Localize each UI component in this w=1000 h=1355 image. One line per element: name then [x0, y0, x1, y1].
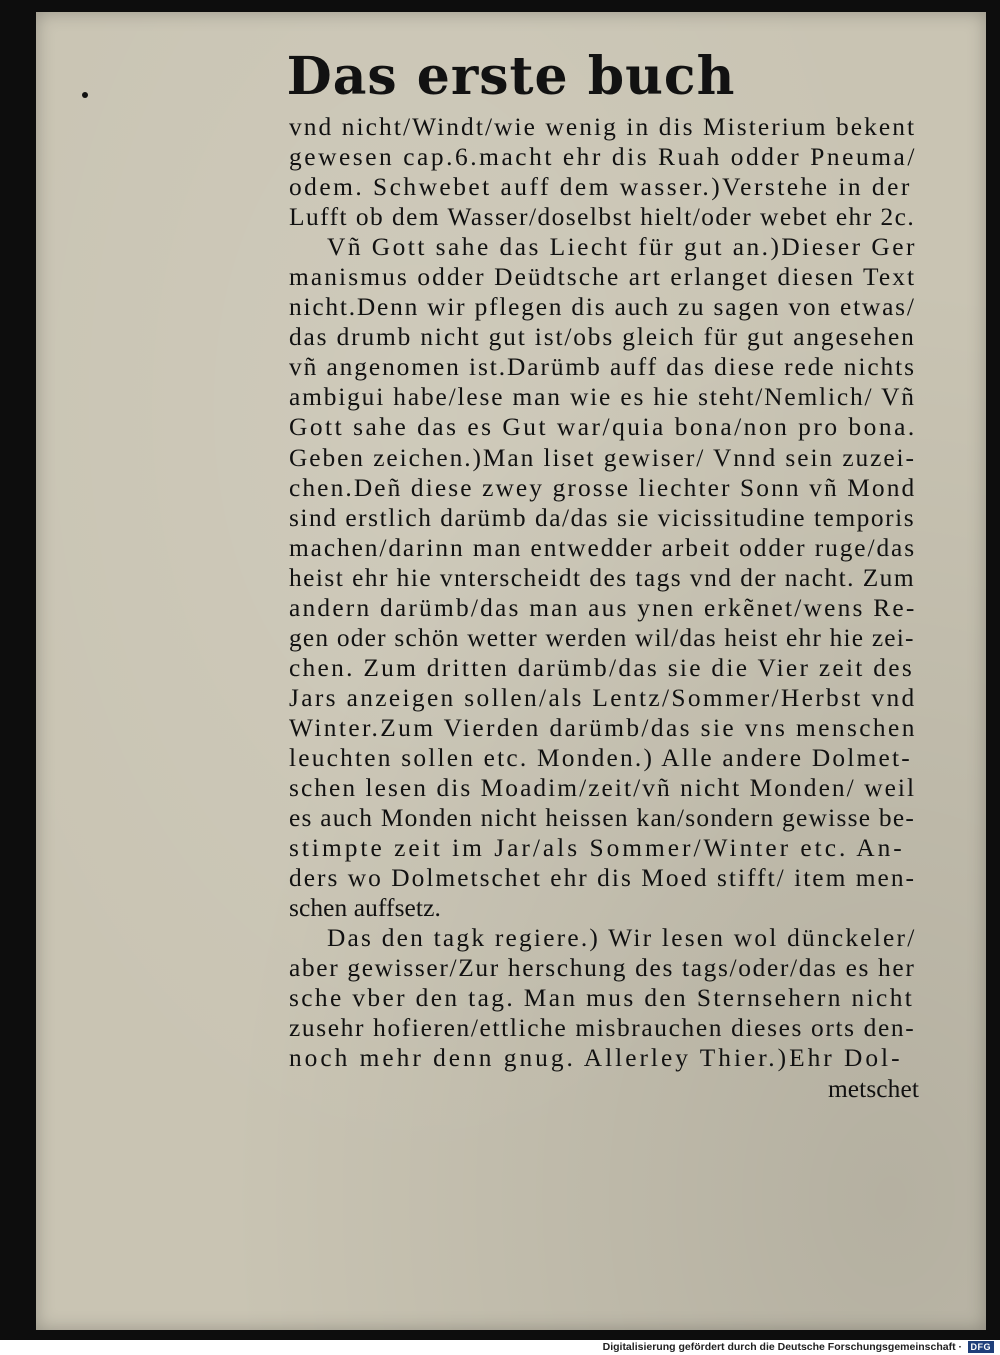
text-line: das drumb nicht gut ist/obs gleich für gut angesehen — [289, 323, 916, 352]
text-line: aber gewisser/Zur herschung des tags/oder/das es her — [289, 954, 916, 983]
page-header: Das erste buch — [286, 46, 736, 107]
text-line: es auch Monden nicht heissen kan/sondern gewisse be- — [289, 804, 916, 833]
text-line: vñ angenomen ist.Darümb auff das diese rede nichts — [289, 353, 916, 382]
text-line: Jars anzeigen sollen/als Lentz/Sommer/Herbst vnd — [289, 683, 917, 712]
text-line: leuchten sollen etc. Monden.) Alle andere Dolmet- — [289, 743, 912, 772]
text-line: zusehr hofieren/ettliche misbrauchen dieses orts den- — [289, 1014, 916, 1043]
text-line: odem. Schwebet auff dem wasser.)Verstehe in der — [289, 173, 912, 202]
text-line: ders wo Dolmetschet ehr dis Moed stifft/ item men- — [289, 864, 917, 893]
footer-bar — [0, 1340, 1000, 1355]
text-line: heist ehr hie vnterscheidt des tags vnd der nacht. Zum — [289, 563, 916, 592]
text-line: gewesen cap.6.macht ehr dis Ruah odder Pneuma/ — [289, 143, 917, 172]
text-line: Winter.Zum Vierden darümb/das sie vns menschen — [289, 713, 917, 742]
text-line: schen auffsetz. — [289, 894, 441, 923]
text-line: noch mehr denn gnug. Allerley Thier.)Ehr Dol- — [289, 1044, 903, 1073]
footer-credit: Digitalisierung gefördert durch die Deutsche Forschungsgemeinschaft · — [602, 1341, 962, 1353]
text-line: schen lesen dis Moadim/zeit/vñ nicht Monden/ weil — [289, 774, 917, 803]
dfg-logo: DFG — [968, 1341, 995, 1353]
text-line: stimpte zeit im Jar/als Sommer/Winter etc. An- — [289, 834, 905, 863]
text-line: gen oder schön wetter werden wil/das heist ehr hie zei- — [289, 623, 915, 652]
text-line: ambigui habe/lese man wie es hie steht/Nemlich/ Vñ — [289, 383, 916, 412]
text-line: sind erstlich darümb da/das sie vicissitudine temporis — [289, 503, 916, 532]
text-line: vnd nicht/Windt/wie wenig in dis Misterium bekent — [289, 113, 917, 141]
text-line: Gott sahe das es Gut war/quia bona/non pro bona. — [289, 413, 917, 442]
text-line: chen.Deñ diese zwey grosse liechter Sonn vñ Mond — [289, 473, 917, 502]
text-line: manismus odder Deüdtsche art erlanget diesen Text — [289, 263, 917, 292]
book-page — [36, 12, 986, 1330]
text-line: machen/darinn man entwedder arbeit odder ruge/das — [289, 533, 916, 562]
text-line: Das den tagk regiere.) Wir lesen wol dünckeler/ — [327, 924, 917, 953]
text-line: Geben zeichen.)Man liset gewiser/ Vnnd sein zuzei- — [289, 443, 916, 472]
page-body-text — [289, 112, 919, 1104]
text-line: andern darümb/das man aus ynen erkẽnet/wens Re- — [289, 593, 917, 622]
text-line: nicht.Denn wir pflegen dis auch zu sagen von etwas/ — [289, 293, 916, 322]
text-line: Lufft ob dem Wasser/doselbst hielt/oder webet ehr 2c. — [289, 203, 916, 232]
text-line: metschet — [827, 1074, 919, 1103]
text-line: sche vber den tag. Man mus den Sternsehern nicht — [289, 984, 915, 1013]
text-line: chen. Zum dritten darümb/das sie die Vier zeit des — [289, 653, 914, 682]
text-line: Vñ Gott sahe das Liecht für gut an.)Dieser Ger — [327, 233, 917, 262]
